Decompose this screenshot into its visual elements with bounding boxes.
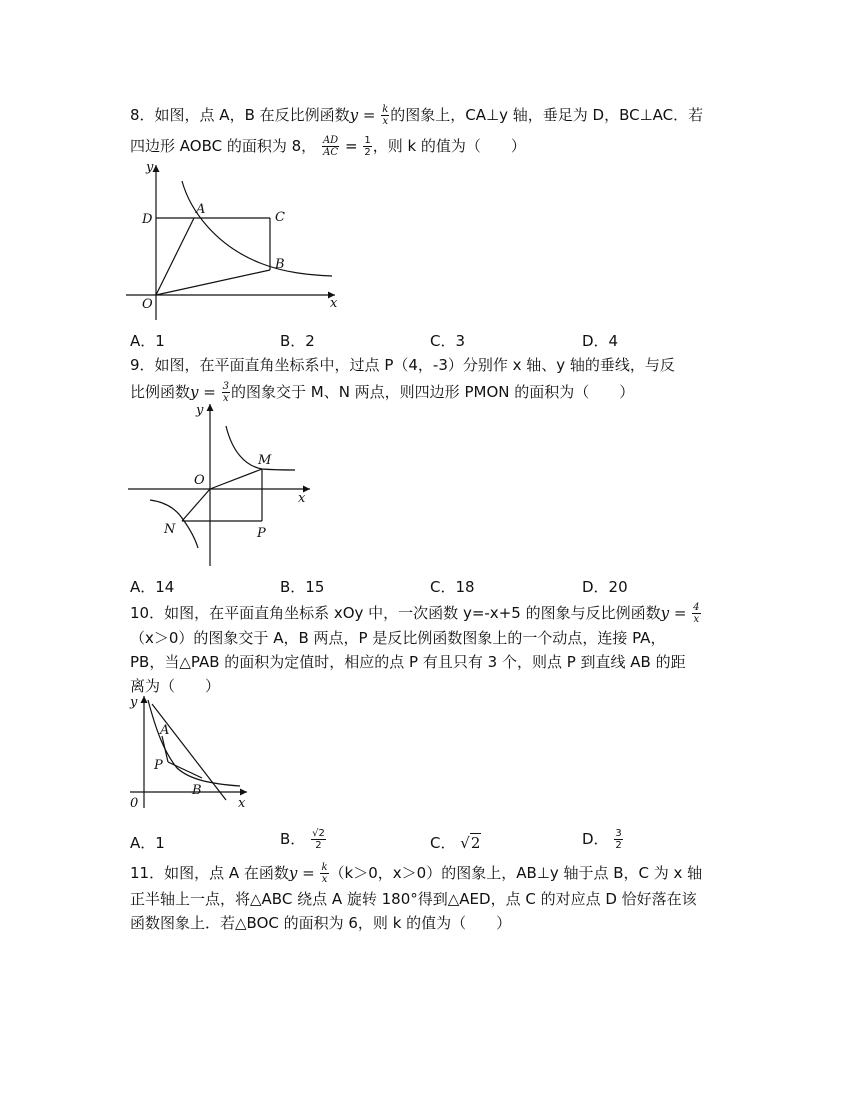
q10-options (130, 828, 750, 860)
q8-label-d: D (142, 212, 153, 227)
q8-line-1: 8．如图，点 A，B 在反比例函数y = $\frac{k}{x}$ 的图象上，CA⊥y 轴，垂足为 D，BC⊥AC．若 (130, 104, 704, 127)
q10-option-a: A．1 (130, 834, 165, 852)
q10-option-b: B． $\frac{√2}{2}$ (280, 828, 325, 851)
q9-label-m: M (258, 453, 272, 468)
q8-option-c: C．3 (430, 332, 466, 350)
q10-option-c-sqrt: √2 (460, 834, 481, 852)
q9-label-y: y (196, 403, 204, 418)
q10-fraction-4-over-x: $\frac{4}{x}$ (693, 602, 700, 625)
q9-label-p: P (257, 526, 266, 541)
q9-line-1: 9．如图，在平面直角坐标系中，过点 P（4，-3）分别作 x 轴、y 轴的垂线，与反 (130, 356, 675, 374)
q8-label-a: A (196, 202, 206, 217)
q9-options (130, 576, 750, 598)
q8-fraction-ad-ac: $\frac{AD}{AC}$ (322, 135, 339, 158)
q10-line-2: （x＞0）的图象交于 A，B 两点，P 是反比例函数图象上的一个动点，连接 PA， (130, 629, 666, 647)
q10-option-d: D． $\frac{3}{2}$ (582, 828, 622, 851)
q10-option-d-fraction: $\frac{3}{2}$ (615, 828, 622, 851)
q10-line-1: 10．如图，在平面直角坐标系 xOy 中，一次函数 y=-x+5 的图象与反比例函数y = $\frac{4}{x}$ (130, 602, 700, 625)
q10-line-3: PB，当△PAB 的面积为定值时，相应的点 P 有且只有 3 个，则点 P 到直线 AB 的距 (130, 653, 686, 671)
q9-label-x: x (298, 491, 306, 506)
q10-segment-pa (162, 736, 168, 762)
q10-label-b: B (192, 783, 202, 798)
q8-label-y: y (146, 160, 154, 175)
q8-option-b: B．2 (280, 332, 315, 350)
q10-option-c: C． √2 (430, 834, 481, 852)
q9-option-a: A．14 (130, 578, 175, 596)
q10-segment-pb (168, 762, 202, 778)
q8-label-x: x (330, 296, 338, 311)
q10-figure (122, 690, 252, 810)
q8-option-d: D．4 (582, 332, 619, 350)
q10-option-b-fraction: $\frac{√2}{2}$ (312, 828, 325, 851)
q11-line-2: 正半轴上一点，将△ABC 绕点 A 旋转 180°得到△AED，点 C 的对应点 D 恰好落在该 (130, 890, 697, 908)
q9-segment-on (182, 489, 210, 521)
q10-line-ab (152, 704, 226, 800)
q8-label-b: B (275, 257, 285, 272)
q9-fraction-3-over-x: $\frac{3}{x}$ (222, 381, 229, 404)
q10-label-o: 0 (130, 796, 139, 810)
q8-label-c: C (275, 210, 285, 225)
q10-label-p: P (154, 758, 163, 773)
q8-figure (120, 155, 350, 325)
q9-figure (120, 396, 320, 571)
q9-label-n: N (164, 522, 176, 537)
q10-line-4: 离为（ ） (130, 677, 221, 695)
q10-label-a: A (160, 723, 170, 738)
q9-segment-om (210, 469, 262, 489)
q10-label-y: y (130, 695, 138, 710)
q9-label-o: O (194, 473, 205, 488)
q8-option-a: A．1 (130, 332, 165, 350)
q11-line-1: 11．如图，点 A 在函数y = $\frac{k}{x}$ （k＞0，x＞0）的图象上，AB⊥y 轴于点 B，C 为 x 轴 (130, 862, 703, 885)
q11-line-3: 函数图象上．若△BOC 的面积为 6，则 k 的值为（ ） (130, 914, 512, 932)
q9-option-c: C．18 (430, 578, 475, 596)
q8-options (130, 330, 750, 352)
q8-segment-ob (156, 270, 270, 295)
q8-label-o: O (142, 297, 153, 312)
q8-fraction-k-over-x: $\frac{k}{x}$ (382, 104, 389, 127)
q9-option-d: D．20 (582, 578, 628, 596)
q9-option-b: B．15 (280, 578, 325, 596)
q8-segment-oa (156, 218, 194, 295)
q9-line-2: 比例函数y = $\frac{3}{x}$ 的图象交于 M、N 两点，则四边形 PMON 的面积为（ ） (130, 381, 635, 404)
q8-line-2: 四边形 AOBC 的面积为 8， $\frac{AD}{AC}$ = $\frac{1}{2}$ ，则 k 的值为（ ） (130, 135, 526, 158)
q10-label-x: x (238, 796, 246, 810)
q10-hyperbola (148, 700, 240, 786)
q11-fraction-k-over-x: $\frac{k}{x}$ (321, 862, 328, 885)
q8-hyperbola (182, 181, 332, 276)
q8-fraction-one-half: $\frac{1}{2}$ (364, 135, 371, 158)
